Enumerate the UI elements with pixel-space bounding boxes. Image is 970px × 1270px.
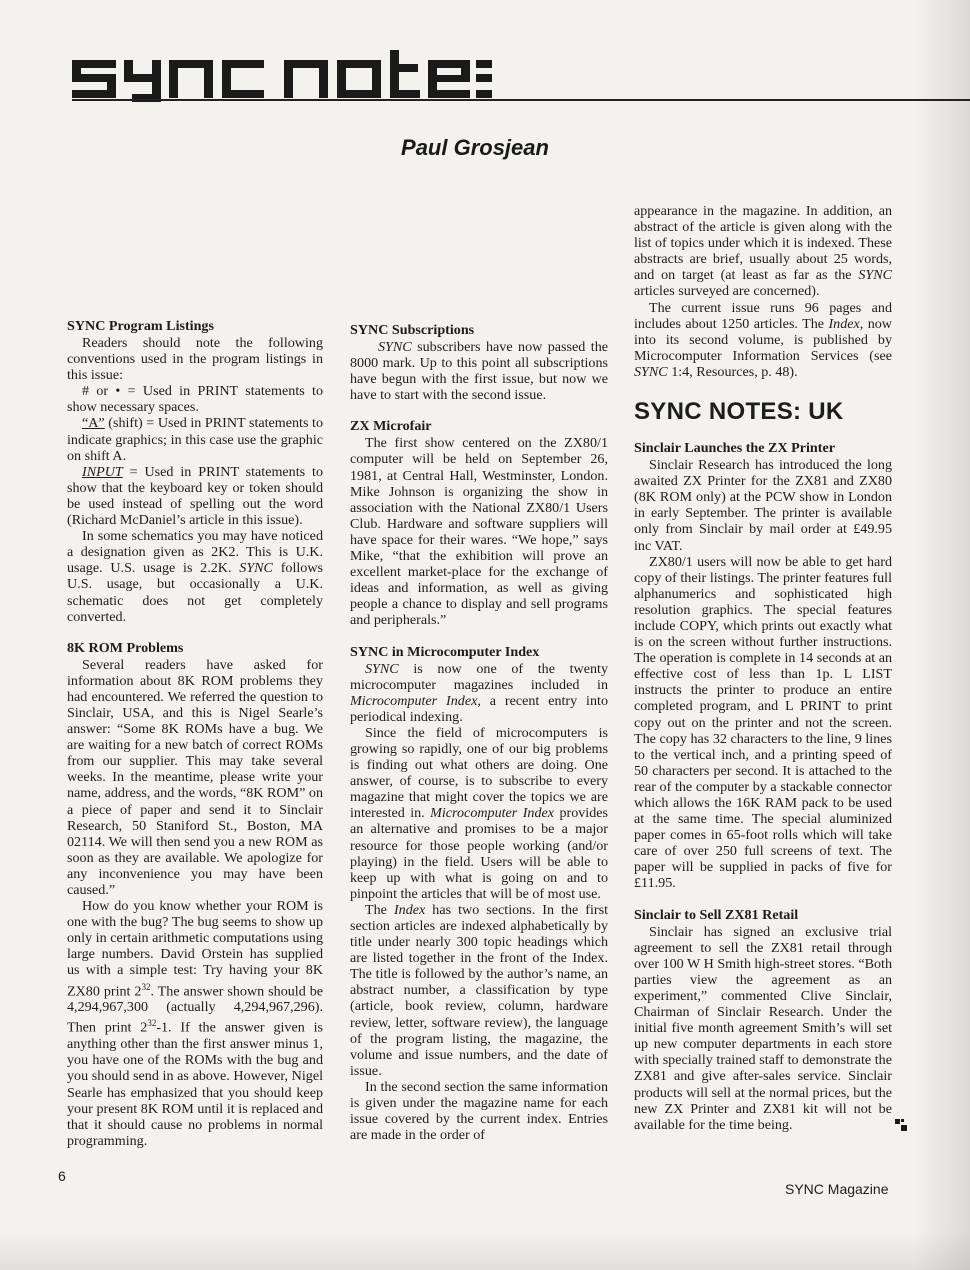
text-run: , now into its second volume, is published by Microcomputer Information Services (see <box>634 315 892 364</box>
text-run: SYNC <box>378 339 412 355</box>
text-run: . The answer shown should be 4,294,967,300 (actually 4,294,967,296). Then print 2 <box>67 983 324 1037</box>
text-run: follows U.S. usage, but occasionally a U.K. schematic does not get completely converted. <box>67 560 323 625</box>
paragraph <box>350 725 608 902</box>
paragraph <box>67 464 323 528</box>
scan-edge-shadow <box>915 0 970 1270</box>
text-run: 1:4, Resources, p. 48). <box>667 363 798 380</box>
text-run: (shift) = Used in PRINT statements to indicate graphics; in this case use the graphic on shift A. <box>67 415 323 464</box>
paragraph <box>634 300 892 380</box>
text-run: SYNC <box>365 660 399 677</box>
text-run: The <box>365 901 394 918</box>
byline: Paul Grosjean <box>401 135 549 160</box>
paragraph <box>67 528 323 625</box>
text-run: Index <box>393 901 426 918</box>
heading-program-listings: SYNC Program Listings <box>67 318 214 334</box>
paragraph: # or • = Used in PRINT statements to show necessary spaces. <box>67 383 323 416</box>
convention-key: INPUT <box>82 463 123 480</box>
text-run: has two sections. In the first section articles are indexed alphabetically by title under nearly 300 topic headings which are listed together in the front of the Index. The title is followed by the author’s name, an abstract number, a classification by type (article, book review, column, hardware review, letter, software review), the language of the program listing, the magazine, the volume and issue numbers, and the date of issue. <box>350 901 608 1079</box>
paragraph <box>350 661 608 725</box>
text-run: Since the field of microcomputers is growing so rapidly, one of our big problems is finding out what others are doing. One answer, of course, is to subscribe to every magazine that might cover the topics we are interested in. <box>350 724 608 822</box>
text-run: SYNC <box>239 560 273 577</box>
paragraph: Several readers have asked for information about 8K ROM problems they had encountered. We referred the question to Sinclair, USA, and this is Nigel Searle’s answer: “Some 8K ROMs have a bug. We are waiting for a new batch of correct ROMs from our supplier. This may take several weeks. In the meantime, please write your name, address, and the words, “8K ROM” on a piece of paper and send it to Sinclair Research, 50 Staniford St., Boston, MA 02114. We will then send you a new ROM as soon as they are available. We apologize for any inconvenience you may have been caused.” <box>67 656 323 898</box>
convention-key: “A” <box>82 415 105 432</box>
text-run: SYNC <box>634 363 668 380</box>
scan-bottom-shadow <box>0 1230 970 1270</box>
heading-8k-rom: 8K ROM Problems <box>67 639 184 656</box>
paragraph: Sinclair Research has introduced the long awaited ZX Printer for the ZX81 and ZX80 (8K ROM only) at the PCW show in London in early September. The printer is available only from Sinclair by mail order at £49.95 inc VAT. <box>634 457 892 554</box>
text-run: In some schematics you may have noticed a designation given as 2K2. This is U.K. usage. U.S. usage is 2.2K. <box>67 528 323 577</box>
heading-zx-printer: Sinclair Launches the ZX Printer <box>634 440 835 457</box>
paragraph <box>67 898 323 1149</box>
paragraph <box>634 203 892 300</box>
column-1 <box>67 318 323 1149</box>
heading-zx81-retail: Sinclair to Sell ZX81 Retail <box>634 906 799 923</box>
paragraph <box>350 902 608 1079</box>
section-gap <box>634 892 892 907</box>
paragraph: Readers should note the following conventions used in the program listings in this issue: <box>67 335 323 384</box>
paragraph <box>634 924 892 1133</box>
heading-microfair: ZX Microfair <box>350 418 432 435</box>
text-run: Microcomputer Index <box>430 805 555 822</box>
section-heading-uk: SYNC NOTES: UK <box>634 398 844 426</box>
page-number: 6 <box>58 1168 66 1184</box>
column-3 <box>634 203 892 1133</box>
text-run: -1. If the answer given is anything other than the first answer minus 1, you have one of the ROMs with the bug and you should send in as above. However, Nigel Searle has emphasized that you should keep your present 8K ROM until it is replaced and that it should cause no problems in normal programming. <box>67 1020 323 1149</box>
column-2 <box>350 322 608 1143</box>
text-run: How do you know whether your ROM is one with the bug? The bug seems to show up only in certain arithmetic computations using large numbers. David Orstein has supplied us with a simple test: Try having your 8K ZX80 print 2 <box>67 898 323 1000</box>
text-run: articles surveyed are concerned). <box>634 283 820 300</box>
section-gap <box>350 629 608 644</box>
text-run: The current issue runs 96 pages and includes about 1250 articles. The <box>634 299 892 332</box>
footer-magazine-name: SYNC Magazine <box>785 1181 889 1197</box>
text-run: subscribers have now passed the 8000 mark. Up to this point all subscriptions have begun with the first issue, but now we have to start with the second issue. <box>350 339 608 404</box>
text-run: Microcomputer Index <box>350 692 478 709</box>
text-run: is now one of the twenty microcomputer magazines included in <box>350 660 608 693</box>
paragraph <box>350 339 608 403</box>
paragraph: The first show centered on the ZX80/1 computer will be held on September 26, 1981, at Central Hall, Westminster, London. Mike Johnson is organizing the show in association with the National ZX80/1 Users Club. Hardware and software suppliers will have space for their wares. “We hope,” says Mike, “that the exhibition will prove an excellent market-place for the exchange of ideas and information, as well as giving people a chance to display and sell programs and peripherals.” <box>350 435 608 629</box>
text-run: = Used in PRINT statements to show that the keyboard key or token should be used instead of spelling out the word (Richard McDaniel’s article in this issue). <box>67 463 323 529</box>
section-gap <box>350 403 608 418</box>
heading-microcomputer-index: SYNC in Microcomputer Index <box>350 643 540 660</box>
section-gap <box>67 625 323 640</box>
masthead-logo <box>72 50 492 102</box>
paragraph: In the second section the same information is given under the magazine name for each issue covered by the current index. Entries are made in the order of <box>350 1078 608 1144</box>
masthead-rule <box>72 99 970 101</box>
superscript: 32 <box>147 1018 157 1029</box>
paragraph <box>67 415 323 463</box>
text-run: Index <box>828 315 860 332</box>
text-run: provides an alternative and promises to be a major resource for those people working (and/or playing) in the field. Users will be able to keep up with what is going on and to pinpoint the articles that will be of most use. <box>350 805 608 902</box>
text-run: appearance in the magazine. In addition, an abstract of the article is given along with the list of topics under which it is indexed. These abstracts are brief, usually about 25 words, and on target (at least as far as the <box>634 203 892 284</box>
text-run: Sinclair has signed an exclusive trial agreement to sell the ZX81 retail through over 100 W H Smith high-street stores. “Both parties view the agreement as an experiment,” commented Clive Sinclair, Chairman of Sinclair Research. Under the initial five month agreement Smith’s will set up new computer departments in each store with specially trained staff to demonstrate the ZX81 and give after-sales service. Sinclair products will sell at the normal prices, but the new ZX Printer and ZX81 kit will not be available for the time being. <box>634 923 892 1133</box>
heading-subscriptions: SYNC Subscriptions <box>350 322 475 338</box>
end-of-article-icon <box>880 1119 892 1131</box>
text-run: SYNC <box>858 267 892 284</box>
text-run: , a recent entry into periodical indexing. <box>350 692 608 725</box>
paragraph: ZX80/1 users will now be able to get hard copy of their listings. The printer features full alphanumerics and sophisticated high resolution graphics. The special features include COPY, which prints out exactly what is on the screen without further instructions. The operation is complete in 14 seconds at an effective cost of less than 1p. L LIST instructs the printer to produce an entire completed program, and L PRINT to print copy out on the printer and not the screen. The copy has 32 characters to the line, 9 lines to the vertical inch, and a printing speed of 50 characters per second. It is attached to the rear of the computer by a stackable connector which allows the 16K RAM pack to be used at the same time. The special aluminized paper comes in 65-foot rolls which will take care of over 250 full screens of text. The paper will be supplied in packs of five for £11.95. <box>634 553 892 892</box>
superscript: 32 <box>141 981 151 992</box>
